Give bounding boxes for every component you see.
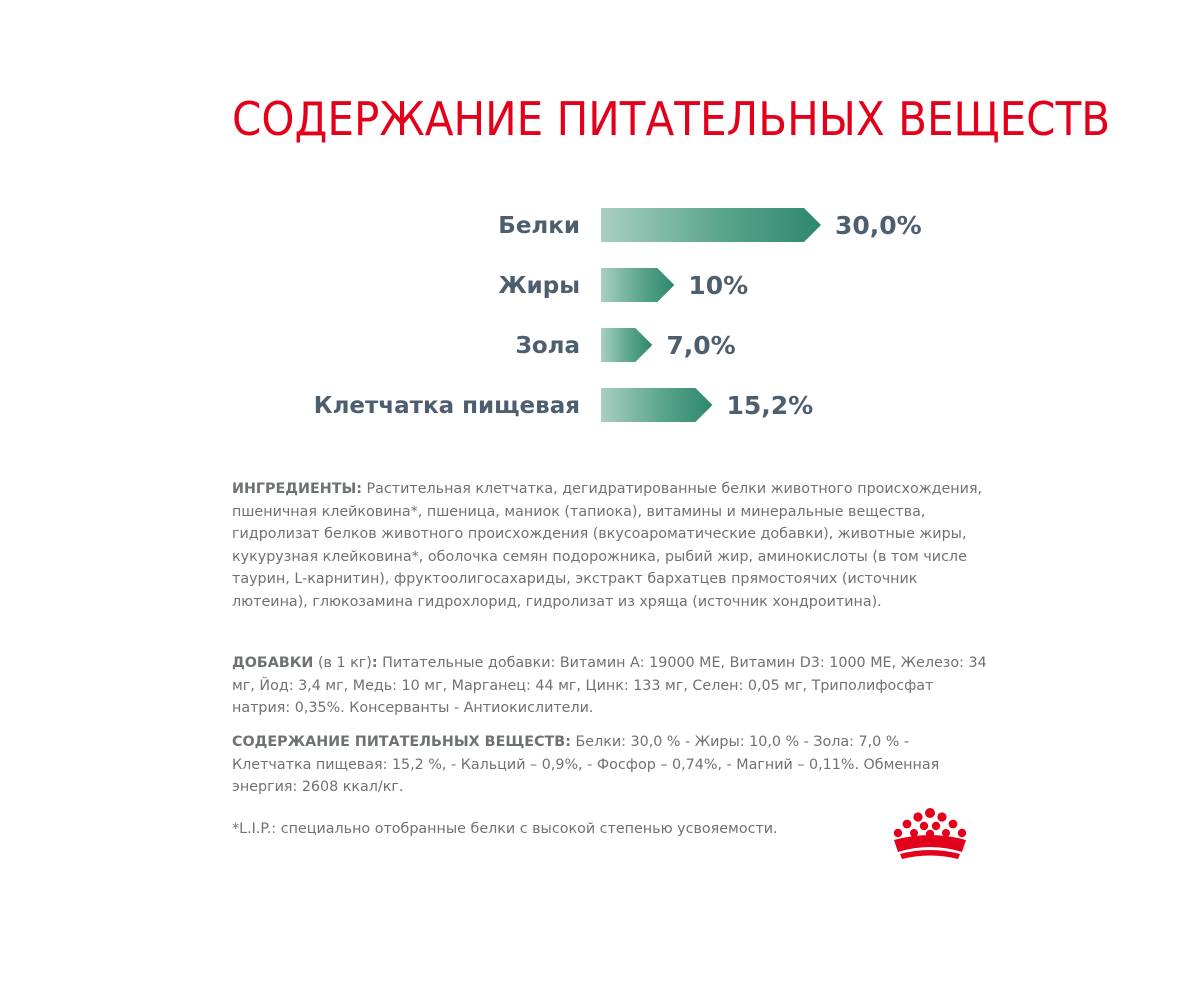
value-label: 30,0% — [835, 211, 922, 240]
value-label: 10% — [688, 271, 749, 300]
footnote: *L.I.P.: специально отобранные белки с высокой степенью усвояемости. — [232, 821, 778, 837]
category-label: Жиры — [498, 273, 580, 299]
additives-text: Питательные добавки: Витамин А: 19000 МЕ, Витамин D3: 1000 МЕ, Железо: 34 мг, Йод: 3,4 мг, Медь: 10 мг, Марганец: 44 мг, Цинк: 133 мг, Селен: 0,05 мг, Триполифосфат натрия: 0,35%. Консерванты - Антиокислители. — [232, 655, 987, 717]
bar — [601, 388, 712, 422]
bar — [601, 328, 652, 362]
additives-colon: : — [371, 655, 378, 671]
ingredients-text: Растительная клетчатка, дегидратированные белки животного происхождения, пшеничная клейковина*, пшеница, маниок (тапиока), витамины и минеральные вещества, гидролизат белков животного происхождения (вкусоароматические добавки), животные жиры, кукурузная клейковина*, оболочка семян подорожника, рыбий жир, аминокислоты (в том числе таурин, L-карнитин), фруктоолигосахариды, экстракт бархатцев прямостоячих (источник лютеина), глюкозамина гидрохлорид, гидролизат из хряща (источник хондроитина). — [232, 481, 983, 610]
category-label: Клетчатка пищевая — [313, 393, 580, 419]
ingredients-paragraph — [232, 478, 992, 614]
nutrients-label: СОДЕРЖАНИЕ ПИТАТЕЛЬНЫХ ВЕЩЕСТВ: — [232, 734, 571, 750]
additives-qualifier: (в 1 кг) — [317, 655, 372, 671]
bar — [601, 208, 821, 242]
additives-label: ДОБАВКИ — [232, 655, 314, 671]
nutrients-text: Белки: 30,0 % - Жиры: 10,0 % - Зола: 7,0 % - Клетчатка пищевая: 15,2 %, - Кальций – 0,9%, - Фосфор – 0,74%, - Магний – 0,11%. Обменная энергия: 2608 ккал/кг. — [232, 734, 940, 796]
value-label: 7,0% — [666, 331, 736, 360]
royal-canin-crown-icon — [880, 806, 980, 866]
bar — [601, 268, 674, 302]
ingredients-label: ИНГРЕДИЕНТЫ: — [232, 481, 362, 497]
nutrient-bar-chart — [0, 0, 1200, 440]
category-label: Белки — [498, 213, 580, 239]
nutrients-paragraph — [232, 731, 992, 799]
additives-paragraph — [232, 652, 992, 720]
page-title: СОДЕРЖАНИЕ ПИТАТЕЛЬНЫХ ВЕЩЕСТВ — [232, 92, 1111, 146]
category-label: Зола — [515, 333, 580, 359]
value-label: 15,2% — [726, 391, 814, 420]
